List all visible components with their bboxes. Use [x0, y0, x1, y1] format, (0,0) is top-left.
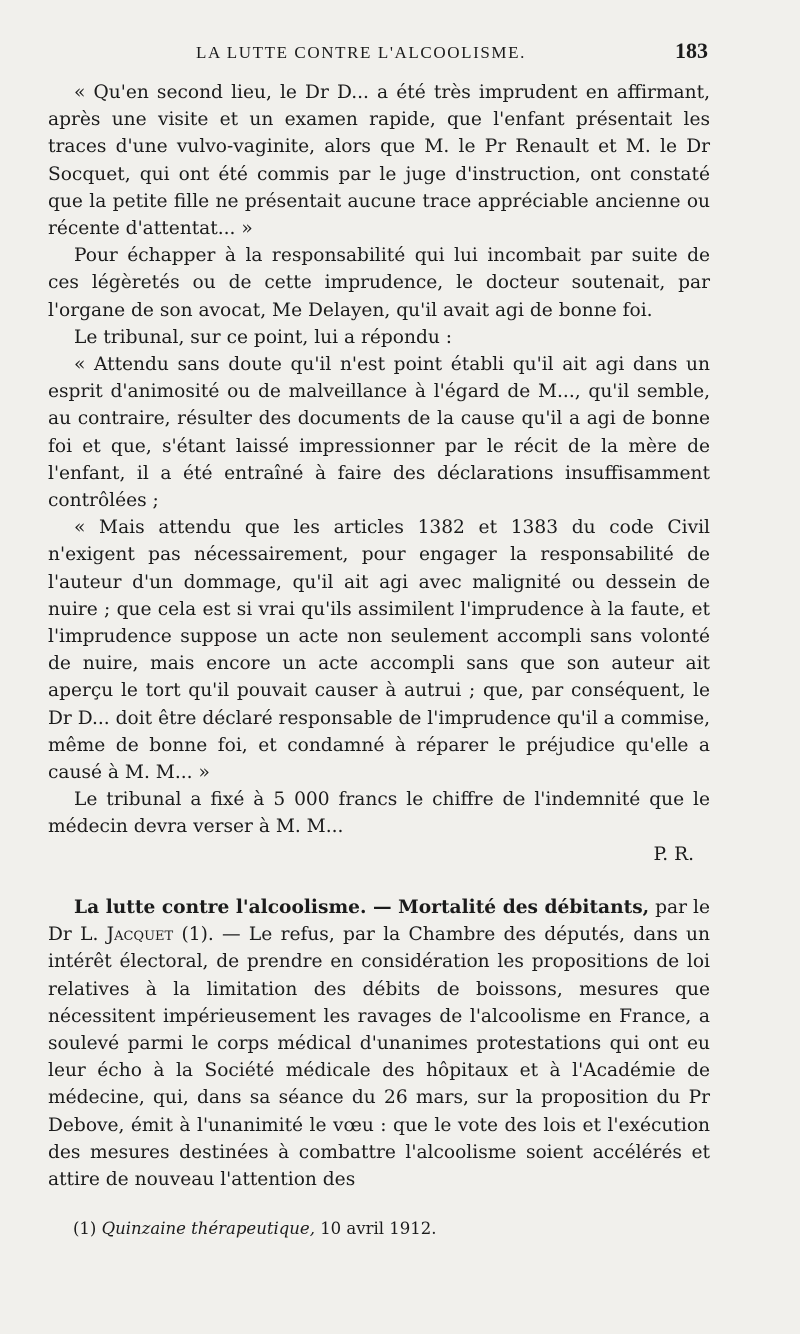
footnote-ref: (1).: [181, 924, 214, 946]
section-text: — Le refus, par la Chambre des députés, dans un intérêt électoral, de prendre en considération les propositions de loi relatives à la limitation des débits de boissons, mesures que nécessitent impérieusement les ravages de l'alcoolisme en France, a soulevé parmi le corps médical d'unanimes protestations qui ont eu leur écho à la Société médicale des hôpitaux et à l'Académie de médecine, qui, dans sa séance du 26 mars, sur la proposition du Pr Debove, émit à l'unanimité le vœu : que le vote des lois et l'exécution des mesures destinées à combattre l'alcoolisme soient accélérés et attire de nouveau l'attention des: [48, 924, 710, 1190]
footnote-date: 10 avril 1912.: [320, 1219, 437, 1238]
section-title: La lutte contre l'alcoolisme. — Mortalité des débitants,: [74, 896, 650, 918]
paragraph: Pour échapper à la responsabilité qui lui incombait par suite de ces légèretés ou de cette imprudence, le docteur soutenait, par l'organe de son avocat, Me Delayen, qu'il avait agi de bonne foi.: [48, 245, 710, 321]
page-body: [48, 79, 710, 1193]
author-name: L. Jacquet: [80, 924, 174, 946]
page-number: 183: [675, 38, 708, 63]
paragraph: « Qu'en second lieu, le Dr D... a été très imprudent en affirmant, après une visite et un examen rapide, que l'enfant présentait les traces d'une vulvo-vaginite, alors que M. le Pr Renault et M. le Dr Socquet, qui ont été commis par le juge d'instruction, ont constaté que la petite fille ne présentait aucune trace appréciable ancienne ou récente d'attentat... »: [48, 82, 710, 240]
paragraph: Le tribunal a fixé à 5 000 francs le chiffre de l'indemnité que le médecin devra verser à M. M...: [48, 789, 710, 838]
footnote-source: Quinzaine thérapeutique,: [101, 1219, 315, 1238]
signature: P. R.: [653, 843, 694, 865]
page-header: [48, 38, 708, 64]
paragraph: « Mais attendu que les articles 1382 et 1383 du code Civil n'exigent pas nécessairement, pour engager la responsabilité de l'auteur d'un dommage, qu'il ait agi avec malignité ou dessein de nuire ; que cela est si vrai qu'ils assimilent l'imprudence à la faute, et l'imprudence suppose un acte non seulement accompli sans volonté de nuire, mais encore un acte accompli sans que son auteur ait aperçu le tort qu'il pouvait causer à autrui ; que, par conséquent, le Dr D... doit être déclaré responsable de l'imprudence qu'il a commise, même de bonne foi, et condamné à réparer le préjudice qu'elle a causé à M. M... »: [48, 517, 710, 784]
section-paragraph: [48, 894, 710, 1193]
footnote-number: (1): [73, 1219, 97, 1238]
paragraph: Le tribunal, sur ce point, lui a répondu :: [74, 326, 453, 348]
byline-prefix: par le Dr: [48, 896, 710, 946]
section-gap: [48, 868, 710, 894]
paragraph: « Attendu sans doute qu'il n'est point établi qu'il ait agi dans un esprit d'animosité ou de malveillance à l'égard de M..., qu'il semble, au contraire, résulter des documents de la cause qu'il a agi de bonne foi et que, s'étant laissé impressionner par le récit de la mère de l'enfant, il a été entraîné à faire des déclarations insuffisamment contrôlées ;: [48, 354, 710, 512]
running-title: LA LUTTE CONTRE L'ALCOOLISME.: [196, 43, 526, 62]
footnote: [73, 1218, 437, 1240]
